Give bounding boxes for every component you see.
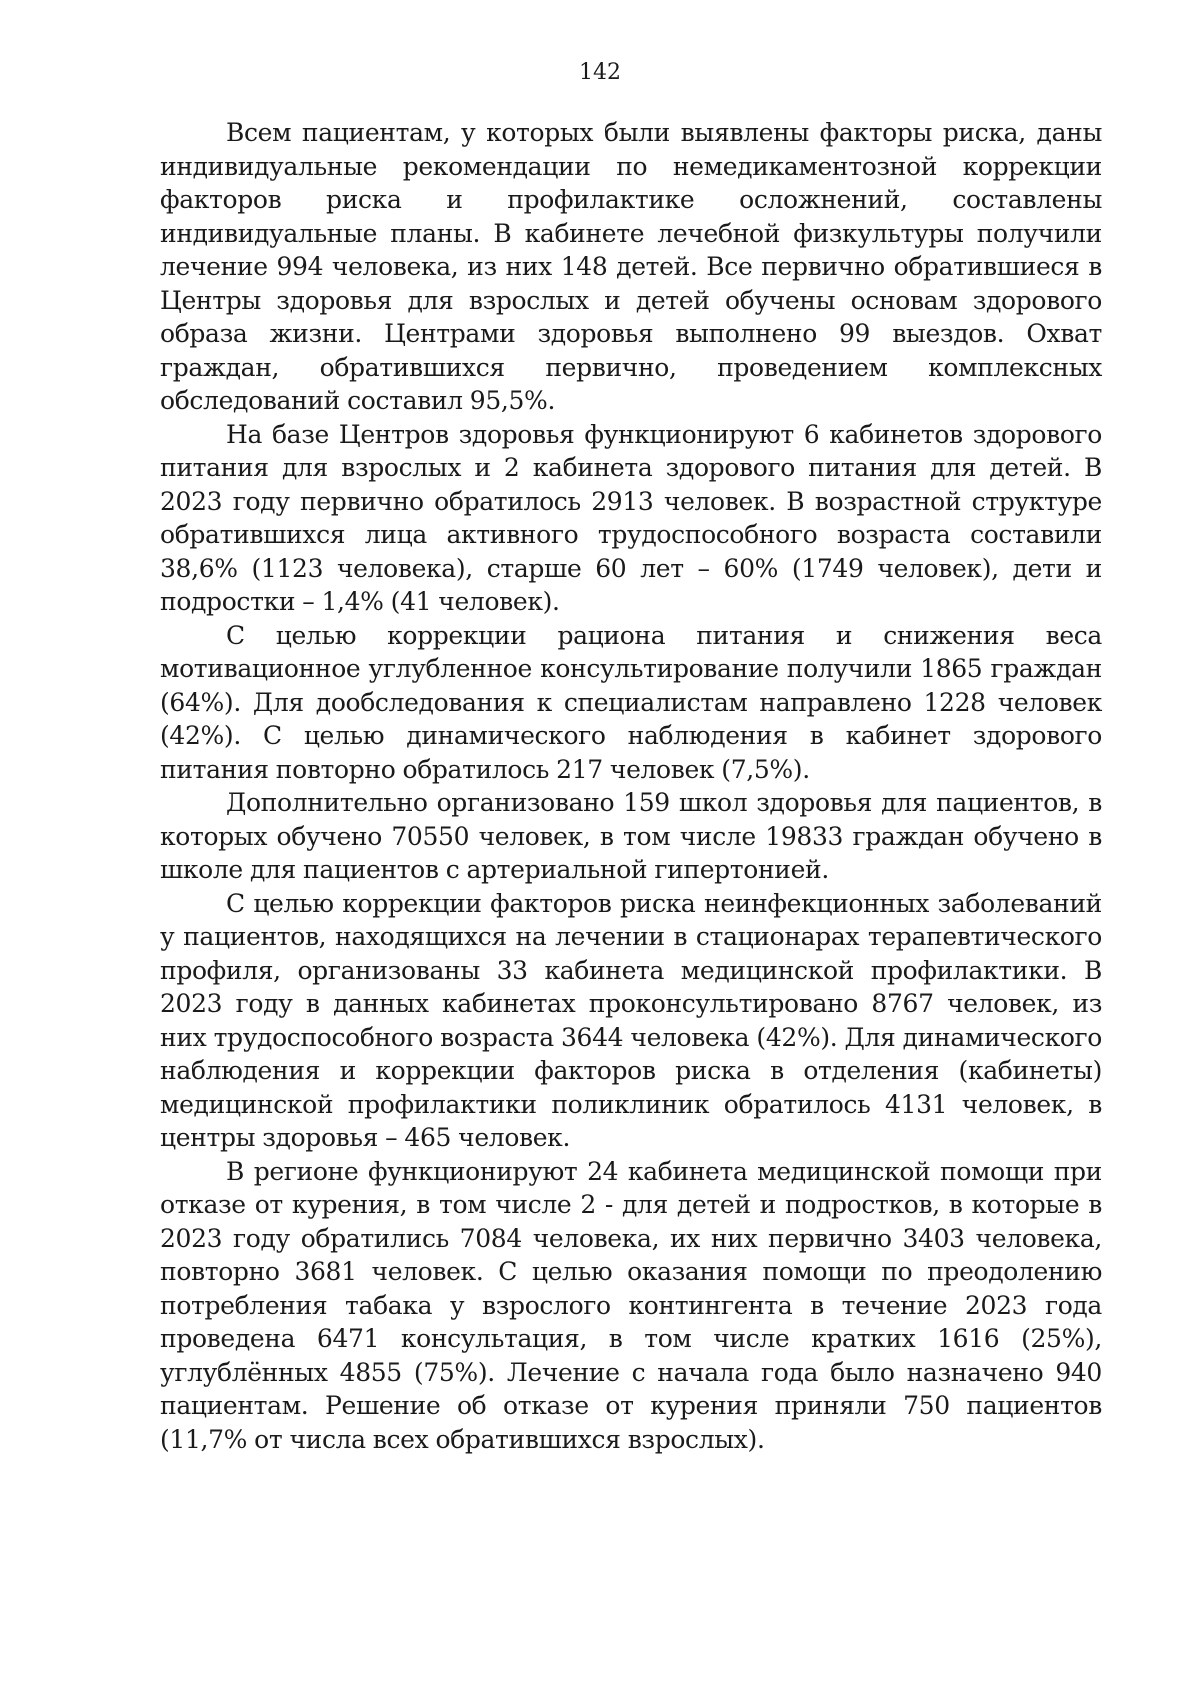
paragraph-health-centers: Всем пациентам, у которых были выявлены факторы риска, даны индивидуальные рекомендации по немедикаментозной коррекции факторов риска и профилактике осложнений, составлены индивидуальные планы. В кабинете лечебной физкультуры получили лечение 994 человека, из них 148 детей. Все первично обратившиеся в Центры здоровья для взрослых и детей обучены основам здорового образа жизни. Центрами здоровья выполнено 99 выездов. Охват граждан, обратившихся первично, проведением комплексных обследований составил 95,5%. [160, 118, 1102, 415]
paragraph-diet-correction: С целью коррекции рациона питания и снижения веса мотивационное углубленное консультирование получили 1865 граждан (64%). Для дообследования к специалистам направлено 1228 человек (42%). С целью динамического наблюдения в кабинет здорового питания повторно обратилось 217 человек (7,5%). [160, 620, 1102, 784]
paragraph-smoking-cessation: В регионе функционируют 24 кабинета медицинской помощи при отказе от курения, в том числе 2 - для детей и подростков, в которые в 2023 году обратились 7084 человека, их них первично 3403 человека, повторно 3681 человек. С целью оказания помощи по преодолению потребления табака у взрослого контингента в течение 2023 года проведена 6471 консультация, в том числе кратких 1616 (25%), углублённых 4855 (75%). Лечение с начала года было назначено 940 пациентам. Решение об отказе от курения приняли 750 пациентов (11,7% от числа всех обратившихся взрослых). [160, 1156, 1102, 1454]
paragraph-health-schools: Дополнительно организовано 159 школ здоровья для пациентов, в которых обучено 70550 человек, в том числе 19833 граждан обучено в школе для пациентов с артериальной гипертонией. [160, 788, 1102, 884]
page-number: 142 [579, 60, 621, 85]
body-text [160, 116, 1102, 1456]
paragraph-medical-prevention-offices: С целью коррекции факторов риска неинфекционных заболеваний у пациентов, находящихся на лечении в стационарах терапевтического профиля, организованы 33 кабинета медицинской профилактики. В 2023 году в данных кабинетах проконсультировано 8767 человек, из них трудоспособного возраста 3644 человека (42%). Для динамического наблюдения и коррекции факторов риска в отделения (кабинеты) медицинской профилактики поликлиник обратилось 4131 человек, в центры здоровья – 465 человек. [160, 888, 1102, 1152]
paragraph-healthy-nutrition-offices: На базе Центров здоровья функционируют 6 кабинетов здорового питания для взрослых и 2 кабинета здорового питания для детей. В 2023 году первично обратилось 2913 человек. В возрастной структуре обратившихся лица активного трудоспособного возраста составили 38,6% (1123 человека), старше 60 лет – 60% (1749 человек), дети и подростки – 1,4% (41 человек). [160, 419, 1102, 616]
